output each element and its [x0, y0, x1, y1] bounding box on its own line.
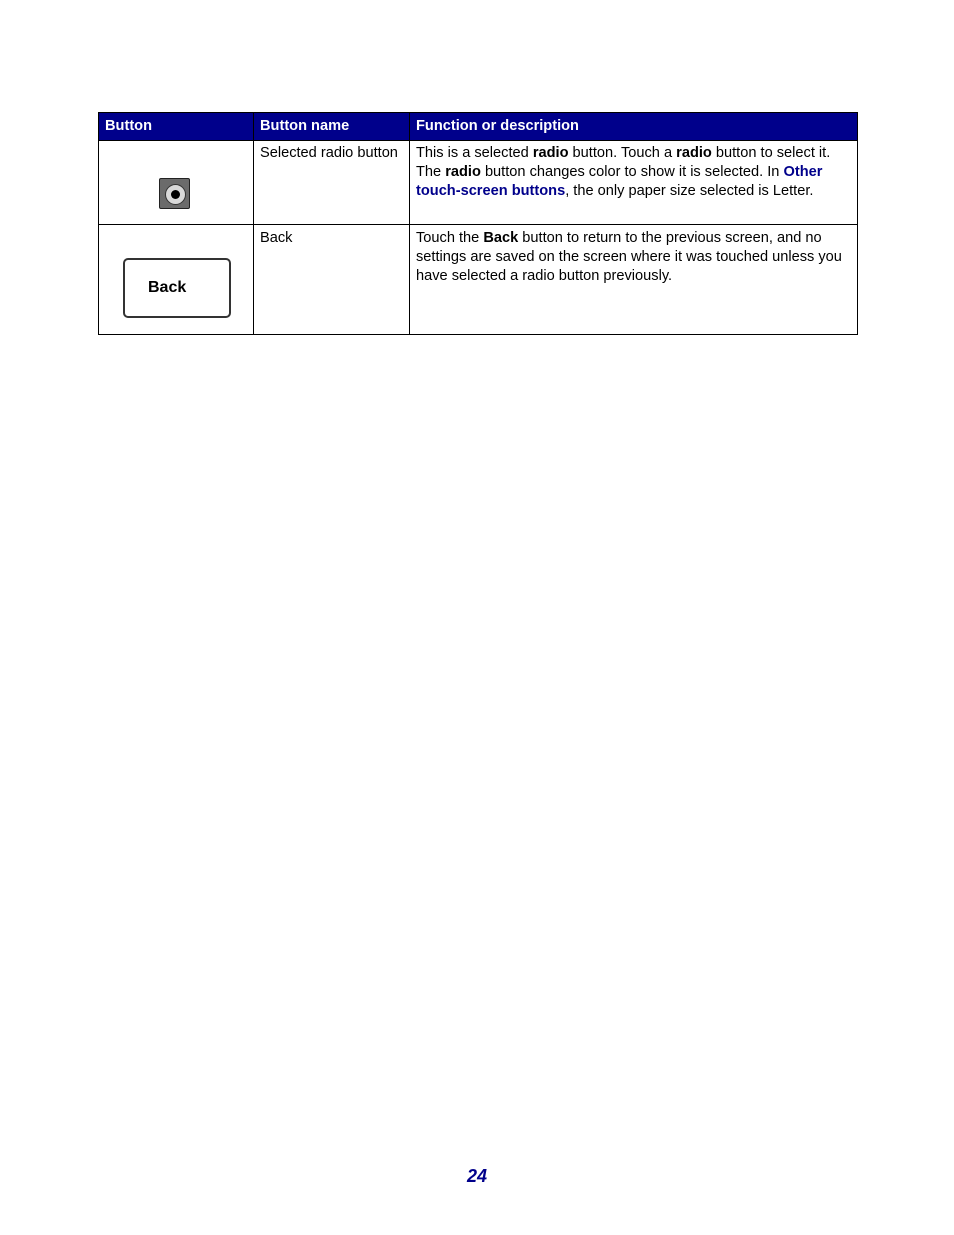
button-cell	[99, 141, 254, 225]
table-header-row	[99, 113, 858, 141]
header-button: Button	[99, 113, 254, 141]
button-table	[98, 112, 858, 335]
description-cell: This is a selected radio button. Touch a radio button to select it. The radio button changes color to show it is selected. In Other touch-screen buttons, the only paper size selected is Letter.	[410, 141, 858, 225]
header-button-name: Button name	[254, 113, 410, 141]
page-number: 24	[466, 1166, 488, 1186]
other-touch-screen-buttons-link[interactable]: Other touch-screen buttons	[416, 164, 823, 199]
description-cell: Touch the Back button to return to the previous screen, and no settings are saved on the screen where it was touched unless you have selected a radio button previously.	[410, 225, 858, 335]
table-row	[99, 141, 858, 225]
radio-selected-icon	[159, 178, 190, 209]
button-name-cell: Back	[254, 225, 410, 335]
button-name-cell: Selected radio button	[254, 141, 410, 225]
back-button-illustration: Back	[123, 258, 231, 318]
table-row	[99, 225, 858, 335]
header-function: Function or description	[410, 113, 858, 141]
button-cell	[99, 225, 254, 335]
